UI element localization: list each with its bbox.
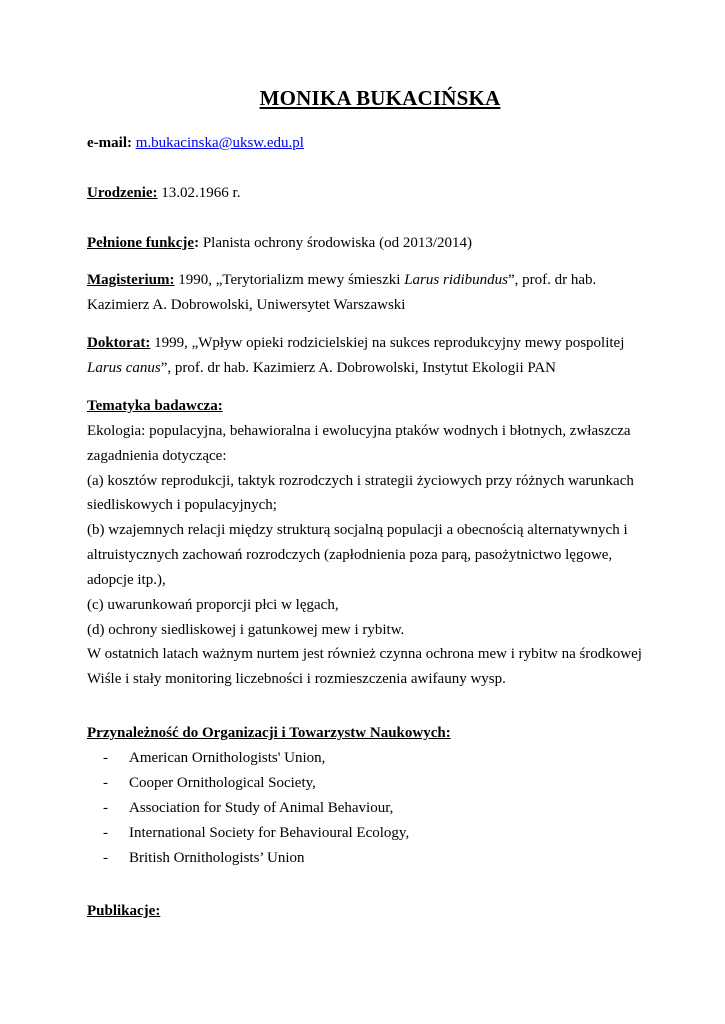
- phd-text-post: ”, prof. dr hab. Kazimierz A. Dobrowolski, Instytut Ekologii PAN: [160, 360, 556, 376]
- function-label: Pełnione funkcje: [87, 235, 195, 251]
- list-item-text: American Ornithologists' Union,: [129, 750, 326, 766]
- list-item-text: International Society for Behavioural Ecology,: [129, 825, 410, 841]
- research-line: (b) wzajemnych relacji między strukturą socjalną populacji a obecnością alternatywnych i: [87, 522, 628, 538]
- research-heading: Tematyka badawcza:: [87, 398, 223, 414]
- birth-line: [87, 183, 240, 203]
- list-item: [103, 823, 409, 843]
- list-item: [103, 848, 305, 868]
- list-item-text: British Ornithologists’ Union: [129, 850, 305, 866]
- email-line: [87, 133, 304, 153]
- masters-line-1: [87, 270, 596, 290]
- phd-text: 1999, „Wpływ opieki rodzicielskiej na sukces reprodukcyjny mewy pospolitej: [150, 335, 625, 351]
- phd-label: Doktorat:: [87, 335, 151, 351]
- list-item-text: Cooper Ornithological Society,: [129, 775, 316, 791]
- research-line: (c) uwarunkowań proporcji płci w lęgach,: [87, 597, 339, 613]
- list-dash: -: [103, 850, 108, 866]
- list-dash: -: [103, 775, 108, 791]
- phd-species: Larus canus: [87, 360, 161, 376]
- publications-heading: Publikacje:: [87, 903, 161, 919]
- research-line: (a) kosztów reprodukcji, taktyk rozrodczych i strategii życiowych przy różnych warunkach: [87, 473, 634, 489]
- research-line: Wiśle i stały monitoring liczebności i rozmieszczenia awifauny wysp.: [87, 671, 506, 687]
- list-dash: -: [103, 750, 108, 766]
- page-title: MONIKA BUKACIŃSKA: [259, 86, 501, 110]
- masters-line-2: Kazimierz A. Dobrowolski, Uniwersytet Warszawski: [87, 297, 406, 313]
- research-line: (d) ochrony siedliskowej i gatunkowej mew i rybitw.: [87, 622, 405, 638]
- function-value: Planista ochrony środowiska (od 2013/2014): [199, 235, 472, 251]
- list-dash: -: [103, 800, 108, 816]
- birth-value: 13.02.1966 r.: [157, 185, 241, 201]
- masters-text-pre: 1990, „Terytorializm mewy śmieszki: [174, 272, 405, 288]
- research-line: W ostatnich latach ważnym nurtem jest również czynna ochrona mew i rybitw na środkowej: [87, 646, 642, 662]
- phd-line-1: [87, 333, 624, 353]
- masters-label: Magisterium:: [87, 272, 175, 288]
- list-item: [103, 748, 325, 768]
- research-line: Ekologia: populacyjna, behawioralna i ewolucyjna ptaków wodnych i błotnych, zwłaszcza: [87, 423, 631, 439]
- masters-species: Larus ridibundus: [404, 272, 508, 288]
- birth-label: Urodzenie:: [87, 185, 158, 201]
- email-label: e-mail:: [87, 135, 132, 151]
- list-item: [103, 798, 393, 818]
- phd-line-2: [87, 358, 556, 378]
- function-line: [87, 233, 472, 253]
- masters-text-post: ”, prof. dr hab.: [508, 272, 597, 288]
- research-line: altruistycznych zachowań rozrodczych (zapłodnienia poza parą, pasożytnictwo lęgowe,: [87, 547, 613, 563]
- email-link[interactable]: m.bukacinska@uksw.edu.pl: [135, 135, 304, 151]
- function-colon: :: [194, 235, 200, 251]
- memberships-heading: Przynależność do Organizacji i Towarzystw Naukowych:: [87, 725, 451, 741]
- research-line: zagadnienia dotyczące:: [87, 448, 227, 464]
- list-item: [103, 773, 316, 793]
- list-dash: -: [103, 825, 108, 841]
- research-line: siedliskowych i populacyjnych;: [87, 497, 277, 513]
- list-item-text: Association for Study of Animal Behaviour,: [129, 800, 394, 816]
- research-line: adopcje itp.),: [87, 572, 166, 588]
